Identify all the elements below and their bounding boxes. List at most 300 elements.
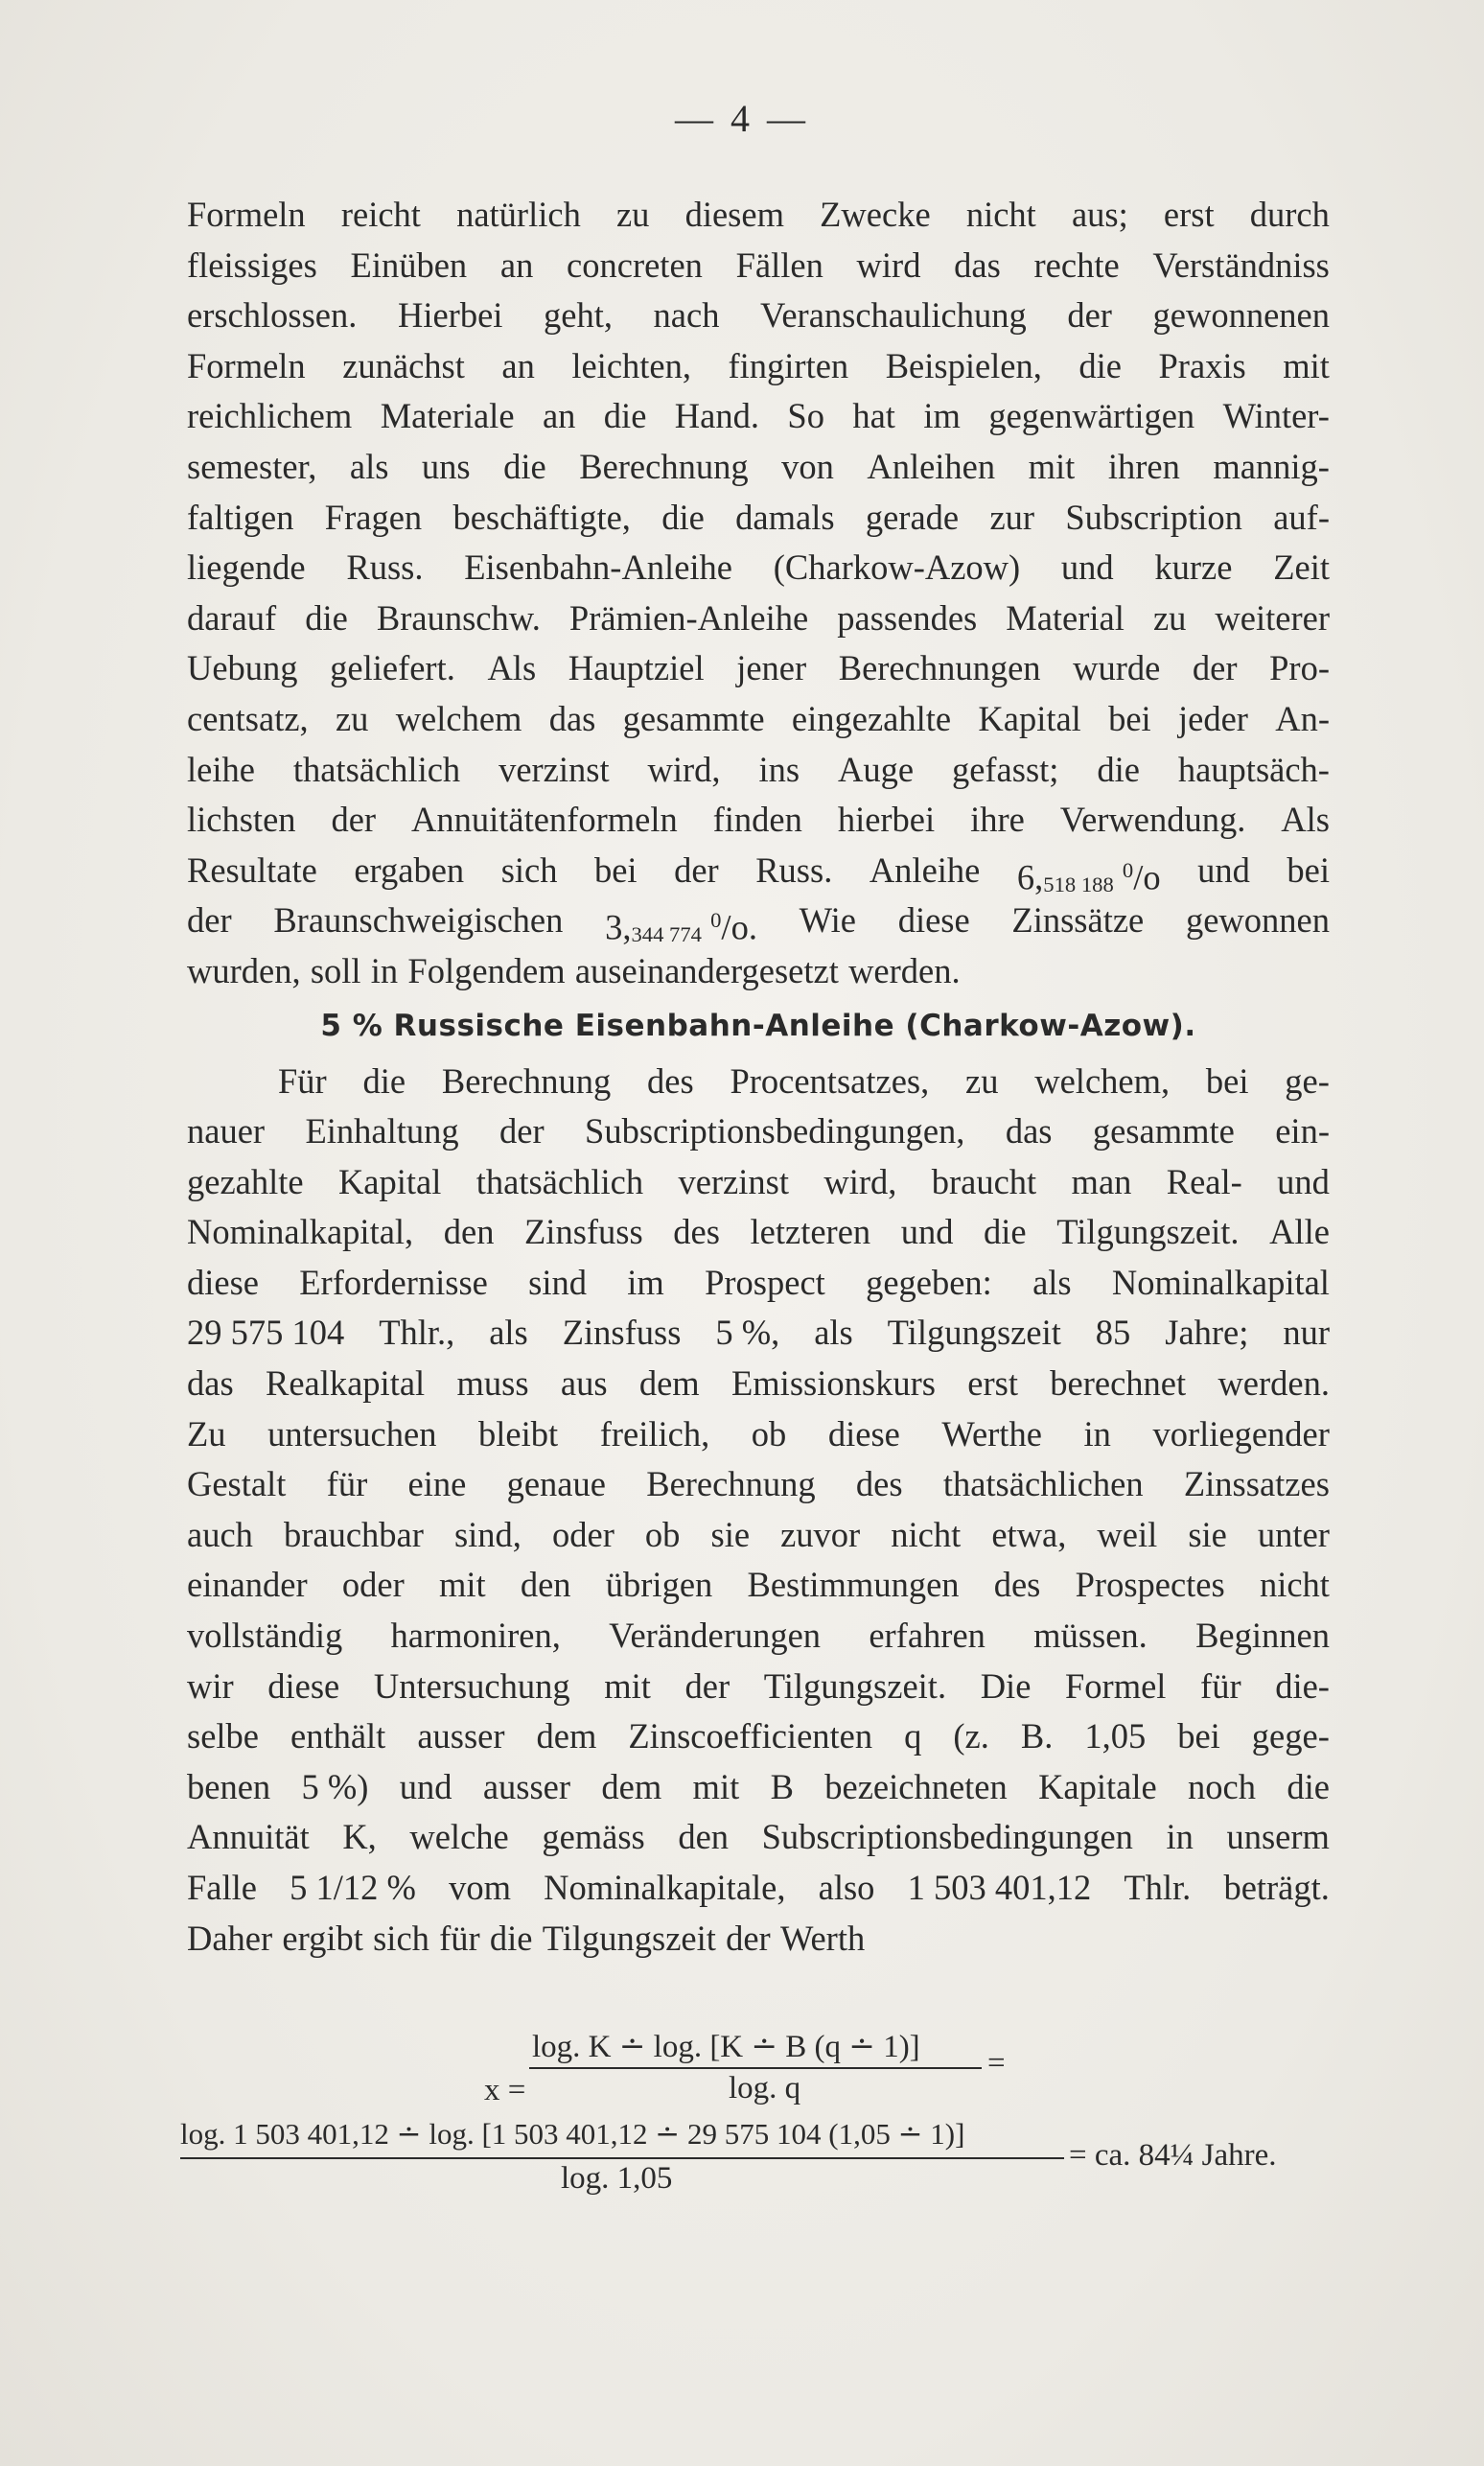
text-line: [187, 1662, 1330, 1712]
word: uns: [421, 446, 471, 486]
word: sich: [500, 849, 558, 890]
russ-rate: [1017, 846, 1161, 896]
word: erst: [1163, 195, 1215, 234]
word: eingezahlte: [791, 698, 952, 738]
word: vom: [449, 1868, 511, 1907]
word: nur: [1283, 1313, 1330, 1353]
word: Einüben: [350, 244, 468, 285]
word: damals: [735, 497, 835, 537]
text-line: [187, 1106, 1330, 1157]
word: etwa,: [991, 1514, 1067, 1554]
word: vollständig: [187, 1616, 343, 1656]
word: das: [1005, 1111, 1053, 1152]
word: mit: [1283, 345, 1330, 385]
word: sie: [1188, 1514, 1227, 1554]
percent-tail: /o: [1133, 857, 1161, 897]
word: Emissionskurs: [731, 1363, 936, 1404]
word: faltigen: [187, 497, 294, 537]
word: Folgendem: [407, 950, 566, 990]
word: diese: [267, 1665, 340, 1706]
word: Beispielen,: [885, 345, 1042, 385]
word: q: [904, 1716, 922, 1756]
word: dem: [638, 1363, 700, 1404]
word: dem: [601, 1766, 662, 1806]
word: gege-: [1251, 1716, 1330, 1756]
word: gesammte: [622, 698, 765, 738]
word: den: [678, 1817, 730, 1857]
word: Realkapital: [265, 1363, 426, 1404]
word: an: [499, 244, 534, 285]
word: der: [499, 1111, 545, 1152]
word: Berechnungen: [838, 648, 1041, 688]
word: ge-: [1285, 1060, 1330, 1101]
word: den: [443, 1212, 495, 1252]
word: Zinssätze: [1011, 900, 1145, 941]
word: Als: [487, 648, 537, 688]
word: die: [984, 1212, 1027, 1252]
word: Braunschweigischen: [273, 900, 564, 941]
word: benen: [187, 1766, 271, 1806]
word: wird,: [823, 1161, 897, 1201]
word: Materiale: [380, 396, 515, 436]
russ-rate-int: 6,: [1016, 857, 1044, 897]
word: muss: [456, 1363, 529, 1404]
word: Untersuchung: [373, 1665, 570, 1706]
word: Zinssatzes: [1183, 1464, 1330, 1504]
word: und: [1197, 849, 1250, 890]
word: Verwendung.: [1059, 800, 1246, 840]
text-line: [187, 391, 1330, 442]
formula-1-numerator: log. K ∸ log. [K ∸ B (q ∸ 1)]: [532, 2030, 920, 2064]
word: Falle: [187, 1868, 257, 1907]
word: Nominalkapitale,: [544, 1868, 786, 1907]
braun-rate-int: 3,: [605, 907, 632, 947]
word: nach: [653, 295, 720, 336]
word: welchem: [395, 698, 522, 738]
word: bei: [1177, 1716, 1220, 1756]
word: Procentsatzes,: [730, 1060, 930, 1101]
word: Tilgungszeit: [542, 1918, 716, 1958]
word: Tilgungszeit.: [1056, 1212, 1240, 1252]
word: dem: [536, 1716, 597, 1756]
word: mit: [692, 1766, 740, 1806]
word: der: [1192, 648, 1238, 688]
word: diesem: [684, 195, 784, 234]
word: Tilgungszeit: [887, 1313, 1061, 1353]
word: zu: [1152, 597, 1187, 638]
word: ausser: [417, 1716, 505, 1756]
word: für: [1200, 1665, 1241, 1706]
word: finden: [712, 800, 802, 840]
word: darauf: [187, 597, 277, 638]
word: diese: [187, 1262, 259, 1302]
word: zu: [335, 698, 369, 738]
word: Berechnung: [579, 446, 749, 486]
word: auf-: [1273, 497, 1330, 537]
paragraph-1: [187, 190, 1330, 997]
word: fingirten: [728, 345, 849, 385]
word: Formeln: [187, 345, 306, 385]
text-line: [187, 1711, 1330, 1762]
word: fleissiges: [187, 244, 317, 285]
word: wurden,: [187, 950, 301, 990]
word: einander: [187, 1565, 308, 1605]
word: concreten: [567, 244, 703, 285]
word: thatsächlichen: [942, 1464, 1144, 1504]
word: Wie: [799, 900, 856, 941]
formula-2-result: = ca. 84¼ Jahre.: [1069, 2138, 1277, 2173]
word: Berechnung: [441, 1060, 612, 1101]
text-line: [187, 745, 1330, 796]
word: thatsächlich: [475, 1161, 644, 1201]
word: gefasst;: [951, 749, 1059, 789]
word: der: [726, 1918, 771, 1958]
word: Bestimmungen: [747, 1565, 960, 1605]
word: die: [1097, 749, 1140, 789]
word: gegenwärtigen: [988, 396, 1195, 436]
word: ein-: [1275, 1111, 1330, 1152]
word: selbe: [187, 1716, 259, 1756]
word: die: [661, 497, 705, 537]
word: wir: [187, 1665, 234, 1706]
word: ausser: [482, 1766, 571, 1806]
word: gerade: [865, 497, 960, 537]
word: diese: [897, 900, 970, 941]
word: als: [349, 446, 389, 486]
word: auseinandergesetzt: [574, 950, 839, 990]
formula-2-numerator: log. 1 503 401,12 ∸ log. [1 503 401,12 ∸ 29 575 104 (1,05 ∸ 1)]: [180, 2117, 965, 2151]
word: aus;: [1071, 195, 1128, 234]
word: den: [520, 1565, 571, 1605]
word: von: [781, 446, 834, 486]
word: sie: [710, 1514, 751, 1554]
word: An-: [1275, 698, 1330, 738]
word: Eisenbahn-Anleihe: [464, 547, 732, 588]
word: Fragen: [324, 497, 423, 537]
word: Kapital: [337, 1161, 442, 1201]
word: Subscriptionsbedingungen: [761, 1817, 1133, 1857]
word: Subscriptionsbedingungen,: [585, 1111, 965, 1152]
text-line: [187, 1207, 1330, 1258]
word: durch: [1249, 195, 1330, 234]
word: Alle: [1269, 1212, 1330, 1252]
text-line: [187, 190, 1330, 241]
word: verzinst: [499, 749, 610, 789]
word: Thlr.: [1124, 1868, 1192, 1907]
word: erschlossen.: [187, 295, 358, 336]
word: freilich,: [599, 1413, 710, 1454]
word: kurze: [1154, 547, 1233, 588]
word: braucht: [931, 1161, 1037, 1201]
text-line: [187, 1057, 1330, 1107]
word: man: [1071, 1161, 1132, 1201]
word: also: [818, 1868, 875, 1907]
word: bei: [1287, 849, 1330, 890]
word: als: [489, 1313, 528, 1353]
word: genaue: [506, 1464, 606, 1504]
word: bleibt: [478, 1413, 559, 1454]
fraction-bar: [529, 2067, 982, 2069]
word: Berechnung: [646, 1464, 816, 1504]
word: der: [331, 800, 377, 840]
formula-1-denominator: log. q: [729, 2071, 801, 2105]
word: bezeichneten: [824, 1766, 1008, 1806]
word: beträgt.: [1223, 1868, 1330, 1907]
word: unter: [1257, 1514, 1330, 1554]
word: für: [326, 1464, 368, 1504]
word: Zeit: [1273, 547, 1330, 588]
paragraph-2: [187, 1057, 1330, 1965]
word: die: [1287, 1766, 1330, 1806]
word: Praxis: [1158, 345, 1246, 385]
word: des: [855, 1464, 903, 1504]
word: wird: [856, 244, 921, 285]
text-line: [187, 643, 1330, 694]
word: Beginnen: [1195, 1616, 1330, 1656]
text-line: [187, 1560, 1330, 1611]
word: Russ.: [755, 849, 833, 890]
text-line: [187, 543, 1330, 593]
word: liegende: [187, 547, 306, 588]
word: vorliegender: [1152, 1413, 1330, 1454]
word: Zinsfuss: [562, 1313, 682, 1353]
word: semester,: [187, 446, 317, 486]
word: Werthe: [941, 1413, 1042, 1454]
word: die: [503, 446, 546, 486]
word: gemäss: [542, 1817, 645, 1857]
word: Gestalt: [187, 1464, 287, 1504]
word: sich: [373, 1918, 429, 1958]
word: soll: [310, 950, 361, 990]
word: unserm: [1226, 1817, 1330, 1857]
text-line: [187, 1863, 1330, 1914]
word: werden.: [1217, 1363, 1330, 1404]
section-heading: 5 % Russische Eisenbahn-Anleihe (Charkow-Azow).: [320, 1008, 1196, 1043]
word: Werth: [779, 1918, 866, 1958]
text-line: [187, 946, 1330, 997]
word: Pro-: [1269, 648, 1330, 688]
word: gesammte: [1092, 1111, 1235, 1152]
word: Als: [1281, 800, 1330, 840]
word: ins: [758, 749, 800, 789]
word: weiterer: [1215, 597, 1330, 638]
word: Anleihe: [869, 849, 981, 890]
word: 1 503 401,12: [907, 1868, 1092, 1907]
word: noch: [1188, 1766, 1256, 1806]
text-line: [187, 1409, 1330, 1460]
word: der: [684, 1665, 730, 1706]
text-line: [187, 341, 1330, 392]
word: 85: [1095, 1313, 1131, 1353]
text-line: [187, 1359, 1330, 1409]
word: Veranschaulichung: [760, 295, 1027, 336]
word: für: [439, 1918, 480, 1958]
word: zunächst: [342, 345, 465, 385]
word: diese: [827, 1413, 900, 1454]
word: welche: [409, 1817, 509, 1857]
page-number: — 4 —: [675, 97, 809, 140]
word: Formel: [1065, 1665, 1167, 1706]
word: und: [900, 1212, 954, 1252]
formula-1-lhs: x =: [484, 2073, 526, 2107]
word: des: [993, 1565, 1041, 1605]
word: Annuität: [187, 1817, 310, 1857]
word: mit: [438, 1565, 486, 1605]
word: die: [305, 597, 348, 638]
word: der: [187, 900, 232, 941]
word: leichten,: [571, 345, 691, 385]
word: Real-: [1166, 1161, 1242, 1201]
braun-rate: [605, 896, 757, 946]
word: in: [1083, 1413, 1111, 1454]
word: oder: [341, 1565, 405, 1605]
word: an: [501, 345, 535, 385]
text-line: [187, 593, 1330, 644]
word: enthält: [290, 1716, 386, 1756]
word: leihe: [187, 749, 255, 789]
word: Winter-: [1222, 396, 1330, 436]
text-line: [187, 795, 1330, 846]
word: natürlich: [456, 195, 581, 234]
word: Prämien-Anleihe: [568, 597, 809, 638]
word: sind: [528, 1262, 588, 1302]
text-line: [187, 1510, 1330, 1561]
word: im: [923, 396, 961, 436]
word: hauptsäch-: [1177, 749, 1330, 789]
word: nicht: [965, 195, 1036, 234]
word: die-: [1275, 1665, 1330, 1706]
word: mit: [1028, 446, 1076, 486]
word: in: [1166, 1817, 1194, 1857]
word: und: [1277, 1161, 1330, 1201]
word: ob: [751, 1413, 787, 1454]
formula-2-denominator: log. 1,05: [561, 2161, 673, 2196]
word: K,: [342, 1817, 377, 1857]
word: thatsächlich: [292, 749, 461, 789]
word: Veränderungen: [609, 1616, 822, 1656]
text-line: [187, 1308, 1330, 1359]
word: verzinst: [678, 1161, 789, 1201]
word: untersuchen: [267, 1413, 437, 1454]
word: die: [362, 1060, 406, 1101]
word: Zinsfuss: [524, 1212, 643, 1252]
word: lichsten: [187, 800, 296, 840]
word: oder: [552, 1514, 614, 1554]
fraction-bar: [180, 2157, 1064, 2159]
word: Die: [980, 1665, 1032, 1706]
word: harmoniren,: [390, 1616, 561, 1656]
word: auch: [187, 1514, 253, 1554]
word: berechnet: [1050, 1363, 1187, 1404]
word: der: [674, 849, 719, 890]
word: Zwecke: [820, 195, 931, 234]
word: Fällen: [735, 244, 823, 285]
word: zuvor: [780, 1514, 861, 1554]
word: des: [673, 1212, 720, 1252]
russ-rate-decimals: 518 188: [1043, 872, 1114, 896]
word: welchem,: [1034, 1060, 1171, 1101]
word: ihre: [970, 800, 1025, 840]
text-line: [187, 241, 1330, 291]
word: Hierbei: [397, 295, 503, 336]
word: B: [770, 1766, 794, 1806]
word: Zu: [187, 1413, 226, 1454]
text-line: [187, 846, 1330, 896]
word: letzteren: [750, 1212, 871, 1252]
word: Kapitale: [1038, 1766, 1157, 1806]
word: 5 1/12 %: [290, 1868, 416, 1907]
word: Material: [1006, 597, 1125, 638]
word: Hand.: [674, 396, 759, 436]
word: ergaben: [354, 849, 465, 890]
word: So: [787, 396, 824, 436]
word: und: [399, 1766, 452, 1806]
word: ihren: [1107, 446, 1180, 486]
word: Resultate: [187, 849, 317, 890]
word: das: [954, 244, 1001, 285]
word: wurde: [1073, 648, 1161, 688]
word: Thlr.,: [379, 1313, 455, 1353]
word: Annuitätenformeln: [410, 800, 678, 840]
word: Braunschw.: [376, 597, 541, 638]
text-line: [187, 1812, 1330, 1863]
word: jener: [736, 648, 807, 688]
word: (z.: [953, 1716, 989, 1756]
word: 29 575 104: [187, 1313, 345, 1353]
word: Formeln: [187, 195, 306, 234]
word: nauer: [187, 1111, 266, 1152]
word: 1,05: [1084, 1716, 1147, 1756]
word: an: [542, 396, 576, 436]
word: gewonnen: [1185, 900, 1330, 941]
word: und: [1060, 547, 1114, 588]
word: passendes: [837, 597, 978, 638]
text-line: [187, 1258, 1330, 1309]
word: die: [1078, 345, 1122, 385]
word: mit: [604, 1665, 651, 1706]
word: ob: [644, 1514, 681, 1554]
word: als: [1032, 1262, 1072, 1302]
word: das: [548, 698, 596, 738]
word: rechte: [1033, 244, 1120, 285]
word: die: [603, 396, 647, 436]
word: das: [187, 1363, 234, 1404]
text-line: [187, 442, 1330, 493]
word: Für: [278, 1060, 327, 1101]
word: bei: [1205, 1060, 1249, 1101]
word: erfahren: [869, 1616, 985, 1656]
word: 5 %): [301, 1766, 369, 1806]
word: 5 %,: [715, 1313, 780, 1353]
word: bei: [1108, 698, 1151, 738]
word: zur: [989, 497, 1035, 537]
word: (Charkow-Azow): [773, 547, 1021, 588]
word: beschäftigte,: [452, 497, 631, 537]
text-line: [187, 1459, 1330, 1510]
percent-tail: /o.: [721, 907, 757, 947]
word: Auge: [837, 749, 915, 789]
word: mannig-: [1213, 446, 1330, 486]
word: als: [814, 1313, 853, 1353]
word: Kapital: [978, 698, 1081, 738]
word: wird,: [647, 749, 721, 789]
word: ergibt: [282, 1918, 363, 1958]
word: geht,: [544, 295, 613, 336]
body-text: [187, 190, 1330, 1964]
word: geliefert.: [330, 648, 455, 688]
word: des: [647, 1060, 694, 1101]
text-line: [187, 291, 1330, 341]
